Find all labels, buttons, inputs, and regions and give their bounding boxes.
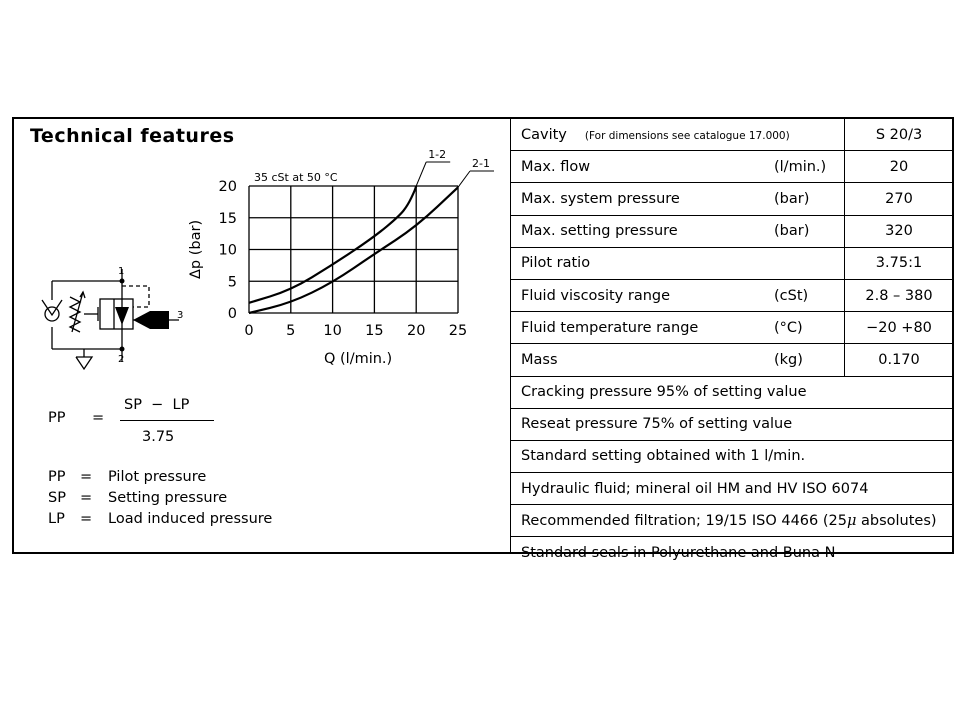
x-tick-label: 25 — [448, 323, 468, 339]
page-title: Technical features — [30, 125, 235, 147]
x-tick-label: 10 — [323, 323, 342, 339]
spec-label: Pilot ratio — [511, 247, 774, 279]
spec-unit — [774, 247, 845, 279]
spec-unit: (°C) — [774, 312, 845, 344]
x-tick-label: 0 — [244, 323, 254, 339]
technical-features-sheet — [12, 117, 954, 562]
spec-value: 270 — [845, 183, 954, 215]
table-row — [511, 151, 953, 183]
table-row — [511, 376, 953, 408]
table-row — [511, 408, 953, 440]
spec-note: Hydraulic fluid; mineral oil HM and HV ISO 6074 — [511, 473, 953, 505]
table-row — [511, 473, 953, 505]
spec-value: 3.75:1 — [845, 247, 954, 279]
spec-unit: (bar) — [774, 215, 845, 247]
series-label: 1-2 — [428, 148, 447, 161]
legend-desc: Load induced pressure — [108, 511, 273, 527]
table-row — [511, 183, 953, 215]
spec-unit: (bar) — [774, 183, 845, 215]
spec-label: Fluid temperature range — [511, 312, 774, 344]
spec-unit: (cSt) — [774, 279, 845, 311]
table-row — [511, 119, 953, 151]
spec-value: −20 +80 — [845, 312, 954, 344]
spec-note: Cracking pressure 95% of setting value — [511, 376, 953, 408]
legend-eq: = — [80, 490, 93, 506]
table-row — [511, 215, 953, 247]
table-row — [511, 279, 953, 311]
legend-desc: Setting pressure — [108, 490, 228, 506]
filtration-after: absolutes) — [856, 512, 937, 529]
y-tick-label: 20 — [218, 179, 237, 195]
spec-note: Reseat pressure 75% of setting value — [511, 408, 953, 440]
x-tick-label: 20 — [406, 323, 426, 339]
table-row — [511, 344, 953, 376]
spec-value: 20 — [845, 151, 954, 183]
cavity-label-cell — [511, 119, 845, 151]
table-row — [511, 312, 953, 344]
legend-desc: Pilot pressure — [108, 469, 207, 485]
series-label: 2-1 — [472, 157, 490, 170]
cavity-label: Cavity — [521, 126, 567, 143]
legend-eq: = — [80, 469, 93, 485]
table-row — [511, 440, 953, 472]
spec-label: Mass — [511, 344, 774, 376]
y-tick-label: 10 — [218, 242, 237, 259]
x-tick-label: 5 — [286, 323, 296, 339]
legend-abbr: SP — [48, 490, 66, 506]
y-tick-label: 5 — [227, 274, 237, 291]
spec-value: 0.170 — [845, 344, 954, 376]
valve-schematic — [14, 119, 510, 552]
port-2-label: 2 — [118, 354, 125, 365]
table-row — [511, 505, 953, 537]
table-row — [511, 247, 953, 279]
micron-symbol: μ — [846, 512, 857, 529]
spec-unit: (kg) — [774, 344, 845, 376]
cavity-value: S 20/3 — [845, 119, 954, 151]
x-axis-label: Q (l/min.) — [324, 351, 393, 367]
legend-abbr: PP — [48, 469, 66, 485]
spec-label: Max. setting pressure — [511, 215, 774, 247]
spec-label: Fluid viscosity range — [511, 279, 774, 311]
legend-abbr: LP — [48, 511, 65, 527]
table-row — [511, 537, 953, 569]
spec-value: 320 — [845, 215, 954, 247]
chart-note: 35 cSt at 50 °C — [254, 171, 338, 184]
formula-equals: = — [92, 410, 105, 426]
x-tick-label: 15 — [365, 323, 384, 339]
formula-lhs: PP — [48, 410, 66, 426]
legend-eq: = — [80, 511, 93, 527]
fraction-bar — [120, 420, 214, 421]
spec-label: Max. flow — [511, 151, 774, 183]
seals-note: Standard seals in Polyurethane and Buna N — [521, 545, 836, 562]
filtration-note — [511, 505, 953, 537]
y-tick-label: 15 — [218, 210, 237, 227]
spec-note: Standard setting obtained with 1 l/min. — [511, 440, 953, 472]
spec-table — [510, 119, 953, 562]
y-tick-label: 0 — [227, 306, 237, 322]
left-panel — [14, 119, 510, 552]
port-1-label: 1 — [118, 266, 125, 277]
y-axis-label: Δp (bar) — [188, 219, 204, 279]
cavity-note: (For dimensions see catalogue 17.000) — [584, 129, 790, 142]
filtration-before: Recommended filtration; 19/15 ISO 4466 (25 — [521, 512, 847, 529]
spec-label: Max. system pressure — [511, 183, 774, 215]
spec-value: 2.8 – 380 — [845, 279, 954, 311]
formula-denominator: 3.75 — [142, 429, 175, 445]
spec-unit: (l/min.) — [774, 151, 845, 183]
port-3-label: 3 — [177, 310, 184, 321]
formula-numerator: SP − LP — [124, 397, 190, 413]
